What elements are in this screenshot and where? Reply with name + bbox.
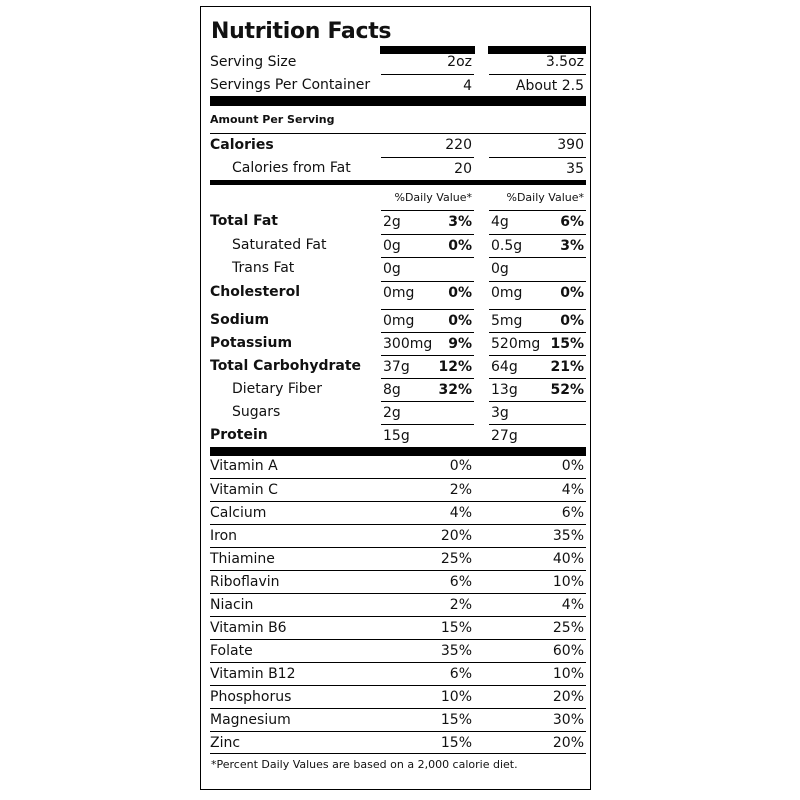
nutrient-amount-2: 520mg — [491, 336, 541, 352]
servings-per-container-value-2: About 2.5 — [515, 78, 584, 94]
vitamin-cell-2 — [489, 617, 586, 640]
nutrient-row-cholesterol — [210, 281, 586, 304]
nutrient-percent-1: 0% — [448, 238, 472, 254]
vitamin-percent-1: 25% — [440, 551, 472, 567]
nutrient-amount-1: 15g — [383, 428, 410, 444]
vitamin-label: Vitamin A — [210, 458, 278, 474]
calories-divider-bar — [210, 180, 586, 185]
nutrient-row-total-fat — [210, 210, 586, 233]
nutrient-amount-1: 0mg — [383, 285, 415, 301]
vitamin-cell-2 — [489, 709, 586, 732]
vitamin-cell-1 — [381, 663, 474, 686]
servings-per-container-label: Servings Per Container — [210, 77, 371, 93]
nutrient-amount-1: 2g — [383, 214, 401, 230]
nutrient-amount-1: 8g — [383, 382, 401, 398]
nutrient-label: Saturated Fat — [232, 237, 327, 253]
vitamin-percent-2: 4% — [561, 597, 584, 613]
vitamin-cell-1 — [381, 686, 474, 709]
vitamin-percent-2: 6% — [561, 505, 584, 521]
nutrient-cell-2 — [489, 424, 586, 448]
nutrient-amount-1: 0g — [383, 261, 401, 277]
serving-size-row — [210, 51, 586, 74]
serving-size-value-2: 3.5oz — [545, 54, 584, 70]
vitamin-row-vitamin-b6 — [210, 616, 586, 639]
vitamin-percent-1: 15% — [440, 735, 472, 751]
nutrient-label: Total Carbohydrate — [210, 358, 362, 374]
vitamin-percent-2: 25% — [552, 620, 584, 636]
nutrient-amount-2: 0mg — [491, 285, 523, 301]
vitamin-percent-1: 15% — [440, 620, 472, 636]
vitamin-row-zinc — [210, 731, 586, 754]
calories-value-1: 220 — [445, 137, 472, 153]
nutrient-cell-2 — [489, 309, 586, 333]
vitamin-cell-1 — [381, 455, 474, 478]
vitamin-row-magnesium — [210, 708, 586, 731]
vitamin-percent-1: 4% — [449, 505, 472, 521]
nutrient-amount-2: 0g — [491, 261, 509, 277]
nutrient-percent-1: 9% — [448, 336, 472, 352]
nutrient-label: Dietary Fiber — [232, 381, 323, 397]
vitamin-percent-2: 10% — [552, 666, 584, 682]
vitamin-cell-2 — [489, 525, 586, 548]
vitamin-label: Folate — [210, 643, 253, 659]
nutrient-cell-2 — [489, 281, 586, 305]
footnote-line — [210, 753, 586, 754]
nutrient-amount-2: 64g — [491, 359, 518, 375]
nutrient-cell-2 — [489, 257, 586, 281]
vitamin-label: Magnesium — [210, 712, 291, 728]
nutrient-row-sodium — [210, 309, 586, 332]
nutrient-row-trans-fat — [210, 257, 586, 280]
nutrient-percent-1: 0% — [448, 285, 472, 301]
vitamin-row-thiamine — [210, 547, 586, 570]
nutrient-cell-2 — [489, 378, 586, 402]
vitamin-cell-2 — [489, 686, 586, 709]
nutrient-amount-2: 5mg — [491, 313, 523, 329]
vitamin-label: Vitamin C — [210, 482, 278, 498]
nutrient-amount-2: 3g — [491, 405, 509, 421]
servings-per-container-value-1: 4 — [463, 78, 472, 94]
vitamin-percent-2: 60% — [552, 643, 584, 659]
nutrient-percent-1: 3% — [448, 214, 472, 230]
nutrient-row-saturated-fat — [210, 234, 586, 257]
servings-per-container-row — [210, 74, 586, 97]
vitamin-cell-2 — [489, 732, 586, 755]
nutrient-percent-1: 32% — [438, 382, 472, 398]
serving-size-value-1: 2oz — [447, 54, 472, 70]
nutrient-cell-1 — [381, 424, 474, 448]
vitamin-cell-1 — [381, 525, 474, 548]
nutrient-label: Potassium — [210, 335, 293, 351]
nutrient-percent-2: 15% — [550, 336, 584, 352]
vitamin-percent-2: 10% — [552, 574, 584, 590]
vitamin-row-riboflavin — [210, 570, 586, 593]
vitamin-label: Zinc — [210, 735, 241, 751]
vitamin-percent-1: 6% — [449, 574, 472, 590]
vitamin-percent-1: 15% — [440, 712, 472, 728]
calories-fat-value-1: 20 — [454, 161, 472, 177]
calories-fat-value-2: 35 — [566, 161, 584, 177]
serving-size-label: Serving Size — [210, 54, 297, 70]
vitamin-percent-2: 35% — [552, 528, 584, 544]
nutrient-amount-2: 13g — [491, 382, 518, 398]
vitamin-cell-1 — [381, 548, 474, 571]
nutrient-label: Sodium — [210, 312, 270, 328]
daily-value-header-row — [210, 186, 586, 209]
nutrient-percent-2: 21% — [550, 359, 584, 375]
nutrient-amount-1: 300mg — [383, 336, 433, 352]
vitamin-row-vitamin-a — [210, 455, 586, 478]
label-title: Nutrition Facts — [211, 19, 392, 44]
nutrient-row-potassium — [210, 332, 586, 355]
nutrient-cell-1 — [381, 355, 474, 379]
vitamin-label: Calcium — [210, 505, 267, 521]
vitamin-cell-2 — [489, 479, 586, 502]
nutrient-row-protein — [210, 424, 586, 447]
nutrient-cell-2 — [489, 332, 586, 356]
vitamin-label: Vitamin B6 — [210, 620, 287, 636]
calories-label: Calories — [210, 137, 274, 153]
nutrient-cell-2 — [489, 210, 586, 234]
nutrient-cell-1 — [381, 401, 474, 425]
nutrient-row-total-carbohydrate — [210, 355, 586, 378]
nutrient-percent-2: 52% — [550, 382, 584, 398]
nutrient-percent-2: 0% — [560, 285, 584, 301]
nutrient-amount-1: 2g — [383, 405, 401, 421]
vitamin-label: Vitamin B12 — [210, 666, 296, 682]
nutrient-cell-1 — [381, 234, 474, 258]
vitamin-percent-1: 20% — [440, 528, 472, 544]
nutrient-cell-1 — [381, 378, 474, 402]
vitamin-label: Phosphorus — [210, 689, 292, 705]
vitamin-percent-2: 40% — [552, 551, 584, 567]
nutrient-percent-2: 6% — [560, 214, 584, 230]
vitamin-label: Thiamine — [210, 551, 275, 567]
vitamin-percent-2: 0% — [561, 458, 584, 474]
nutrient-percent-2: 0% — [560, 313, 584, 329]
vitamin-percent-2: 4% — [561, 482, 584, 498]
calories-row — [210, 134, 586, 157]
servings-divider-bar — [210, 96, 586, 106]
vitamin-label: Iron — [210, 528, 238, 544]
vitamin-percent-2: 20% — [552, 735, 584, 751]
vitamin-percent-2: 30% — [552, 712, 584, 728]
vitamin-percent-1: 6% — [449, 666, 472, 682]
nutrient-label: Cholesterol — [210, 284, 300, 300]
nutrient-cell-2 — [489, 401, 586, 425]
daily-value-footnote: *Percent Daily Values are based on a 2,000 calorie diet. — [211, 758, 518, 771]
daily-value-header-2: %Daily Value* — [506, 191, 584, 204]
vitamin-cell-1 — [381, 617, 474, 640]
nutrient-cell-2 — [489, 355, 586, 379]
vitamin-percent-2: 20% — [552, 689, 584, 705]
vitamin-cell-2 — [489, 502, 586, 525]
vitamin-cell-1 — [381, 640, 474, 663]
nutrient-row-dietary-fiber — [210, 378, 586, 401]
nutrient-label: Protein — [210, 427, 268, 443]
vitamin-cell-1 — [381, 732, 474, 755]
vitamin-percent-1: 0% — [449, 458, 472, 474]
nutrient-cell-1 — [381, 332, 474, 356]
vitamin-cell-2 — [489, 663, 586, 686]
nutrient-amount-2: 27g — [491, 428, 518, 444]
nutrient-cell-1 — [381, 281, 474, 305]
nutrient-cell-2 — [489, 234, 586, 258]
vitamin-row-phosphorus — [210, 685, 586, 708]
vitamin-row-vitamin-b12 — [210, 662, 586, 685]
nutrient-percent-1: 0% — [448, 313, 472, 329]
nutrient-amount-1: 0g — [383, 238, 401, 254]
vitamin-percent-1: 10% — [440, 689, 472, 705]
calories-fat-row — [210, 157, 586, 180]
vitamin-cell-1 — [381, 479, 474, 502]
daily-value-header-1: %Daily Value* — [394, 191, 472, 204]
vitamin-cell-2 — [489, 571, 586, 594]
vitamin-cell-2 — [489, 640, 586, 663]
vitamin-cell-2 — [489, 455, 586, 478]
vitamin-cell-1 — [381, 709, 474, 732]
nutrient-cell-1 — [381, 257, 474, 281]
vitamin-row-calcium — [210, 501, 586, 524]
vitamin-row-iron — [210, 524, 586, 547]
vitamin-row-vitamin-c — [210, 478, 586, 501]
nutrient-label: Sugars — [232, 404, 281, 420]
vitamin-percent-1: 35% — [440, 643, 472, 659]
nutrient-amount-2: 0.5g — [491, 238, 523, 254]
vitamin-cell-1 — [381, 594, 474, 617]
nutrient-cell-1 — [381, 309, 474, 333]
vitamin-percent-1: 2% — [449, 597, 472, 613]
vitamin-cell-2 — [489, 548, 586, 571]
vitamin-row-folate — [210, 639, 586, 662]
nutrient-label: Trans Fat — [232, 260, 295, 276]
nutrient-amount-2: 4g — [491, 214, 509, 230]
amount-per-serving-label: Amount Per Serving — [210, 113, 335, 126]
vitamin-label: Riboflavin — [210, 574, 280, 590]
amount-per-serving-row — [210, 108, 586, 131]
vitamin-row-niacin — [210, 593, 586, 616]
nutrient-amount-1: 37g — [383, 359, 410, 375]
vitamin-percent-1: 2% — [449, 482, 472, 498]
nutrient-row-sugars — [210, 401, 586, 424]
nutrient-percent-1: 12% — [438, 359, 472, 375]
nutrient-label: Total Fat — [210, 213, 279, 229]
vitamin-cell-1 — [381, 571, 474, 594]
calories-fat-label: Calories from Fat — [232, 160, 351, 176]
nutrient-amount-1: 0mg — [383, 313, 415, 329]
nutrient-percent-2: 3% — [560, 238, 584, 254]
nutrient-cell-1 — [381, 210, 474, 234]
vitamin-label: Niacin — [210, 597, 254, 613]
calories-value-2: 390 — [557, 137, 584, 153]
vitamin-cell-1 — [381, 502, 474, 525]
vitamin-cell-2 — [489, 594, 586, 617]
